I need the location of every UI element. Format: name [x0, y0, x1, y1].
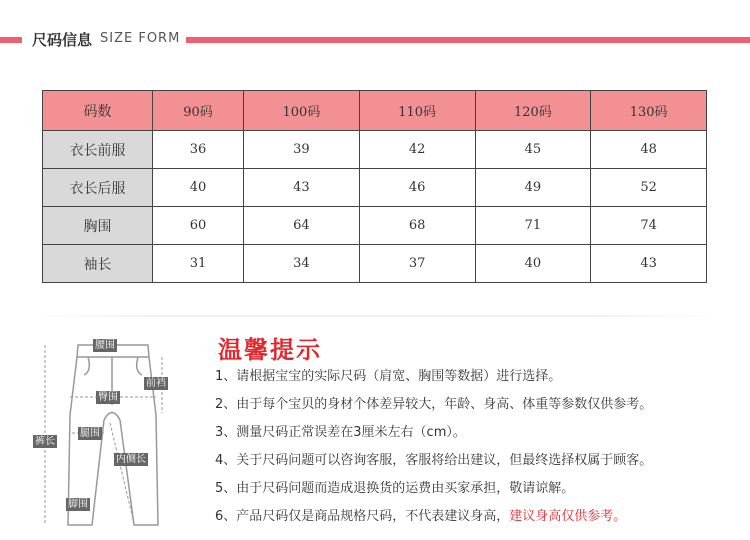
header-cell: 100码: [244, 91, 360, 131]
row-label: 衣长后服: [43, 169, 153, 207]
pants-outline-icon: [30, 335, 190, 530]
section-header: [0, 0, 750, 52]
table-row: [43, 131, 707, 169]
table-cell: 74: [591, 207, 707, 245]
thigh-label: 腿围: [80, 428, 100, 439]
header-cell: 90码: [153, 91, 244, 131]
table-cell: 43: [244, 169, 360, 207]
table-cell: 37: [359, 245, 475, 283]
header-cell: 130码: [591, 91, 707, 131]
tip-item: 3、测量尺码正常误差在3厘米左右（cm）。: [215, 425, 466, 440]
table-row: [43, 207, 707, 245]
table-cell: 64: [244, 207, 360, 245]
tip-item: 4、关于尺码问题可以咨询客服，客服将给出建议，但最终选择权属于顾客。: [215, 453, 653, 468]
table-cell: 40: [153, 169, 244, 207]
table-cell: 68: [359, 207, 475, 245]
table-cell: 40: [475, 245, 591, 283]
table-cell: 60: [153, 207, 244, 245]
tip-item: 2、由于每个宝贝的身材个体差异较大，年龄、身高、体重等参数仅供参考。: [215, 397, 653, 412]
row-label: 袖长: [43, 245, 153, 283]
tips-title: 温馨提示: [218, 336, 322, 364]
table-cell: 45: [475, 131, 591, 169]
table-row: [43, 169, 707, 207]
table-cell: 31: [153, 245, 244, 283]
tip-item: [215, 507, 652, 535]
front-rise-label: 前裆: [146, 378, 166, 389]
table-cell: 36: [153, 131, 244, 169]
tips-list: [215, 367, 652, 535]
inseam-label: 内侧长: [116, 454, 146, 465]
tip-item: 5、由于尺码问题而造成退换货的运费由买家承担，敬请谅解。: [215, 481, 575, 496]
row-label: 衣长前服: [43, 131, 153, 169]
tip-highlight-text: 建议身高仅供参考。: [509, 509, 627, 524]
length-label: 裤长: [35, 436, 55, 447]
waist-label: 腰围: [95, 340, 115, 351]
table-cell: 43: [591, 245, 707, 283]
size-table: [42, 90, 707, 283]
hip-label: 臀围: [98, 392, 118, 403]
header-label-cell: 码数: [43, 91, 153, 131]
table-cell: 46: [359, 169, 475, 207]
header-title: 尺码信息: [32, 31, 93, 49]
table-cell: 71: [475, 207, 591, 245]
section-divider: [30, 315, 720, 317]
header-cell: 120码: [475, 91, 591, 131]
header-cell: 110码: [359, 91, 475, 131]
table-header-row: [43, 91, 707, 131]
table-cell: 48: [591, 131, 707, 169]
table-row: [43, 245, 707, 283]
hem-label: 脚围: [68, 499, 88, 510]
pants-measurement-diagram: [30, 335, 190, 530]
header-accent-line-left: [0, 37, 22, 43]
table-cell: 52: [591, 169, 707, 207]
row-label: 胸围: [43, 207, 153, 245]
table-cell: 49: [475, 169, 591, 207]
table-cell: 34: [244, 245, 360, 283]
tip-text: 6、产品尺码仅是商品规格尺码，不代表建议身高，: [215, 509, 510, 524]
table-cell: 39: [244, 131, 360, 169]
header-subtitle: SIZE FORM: [100, 31, 181, 46]
tip-item: 1、请根据宝宝的实际尺码（肩宽、胸围等数据）进行选择。: [215, 369, 562, 384]
header-accent-line-right: [186, 37, 750, 43]
table-cell: 42: [359, 131, 475, 169]
